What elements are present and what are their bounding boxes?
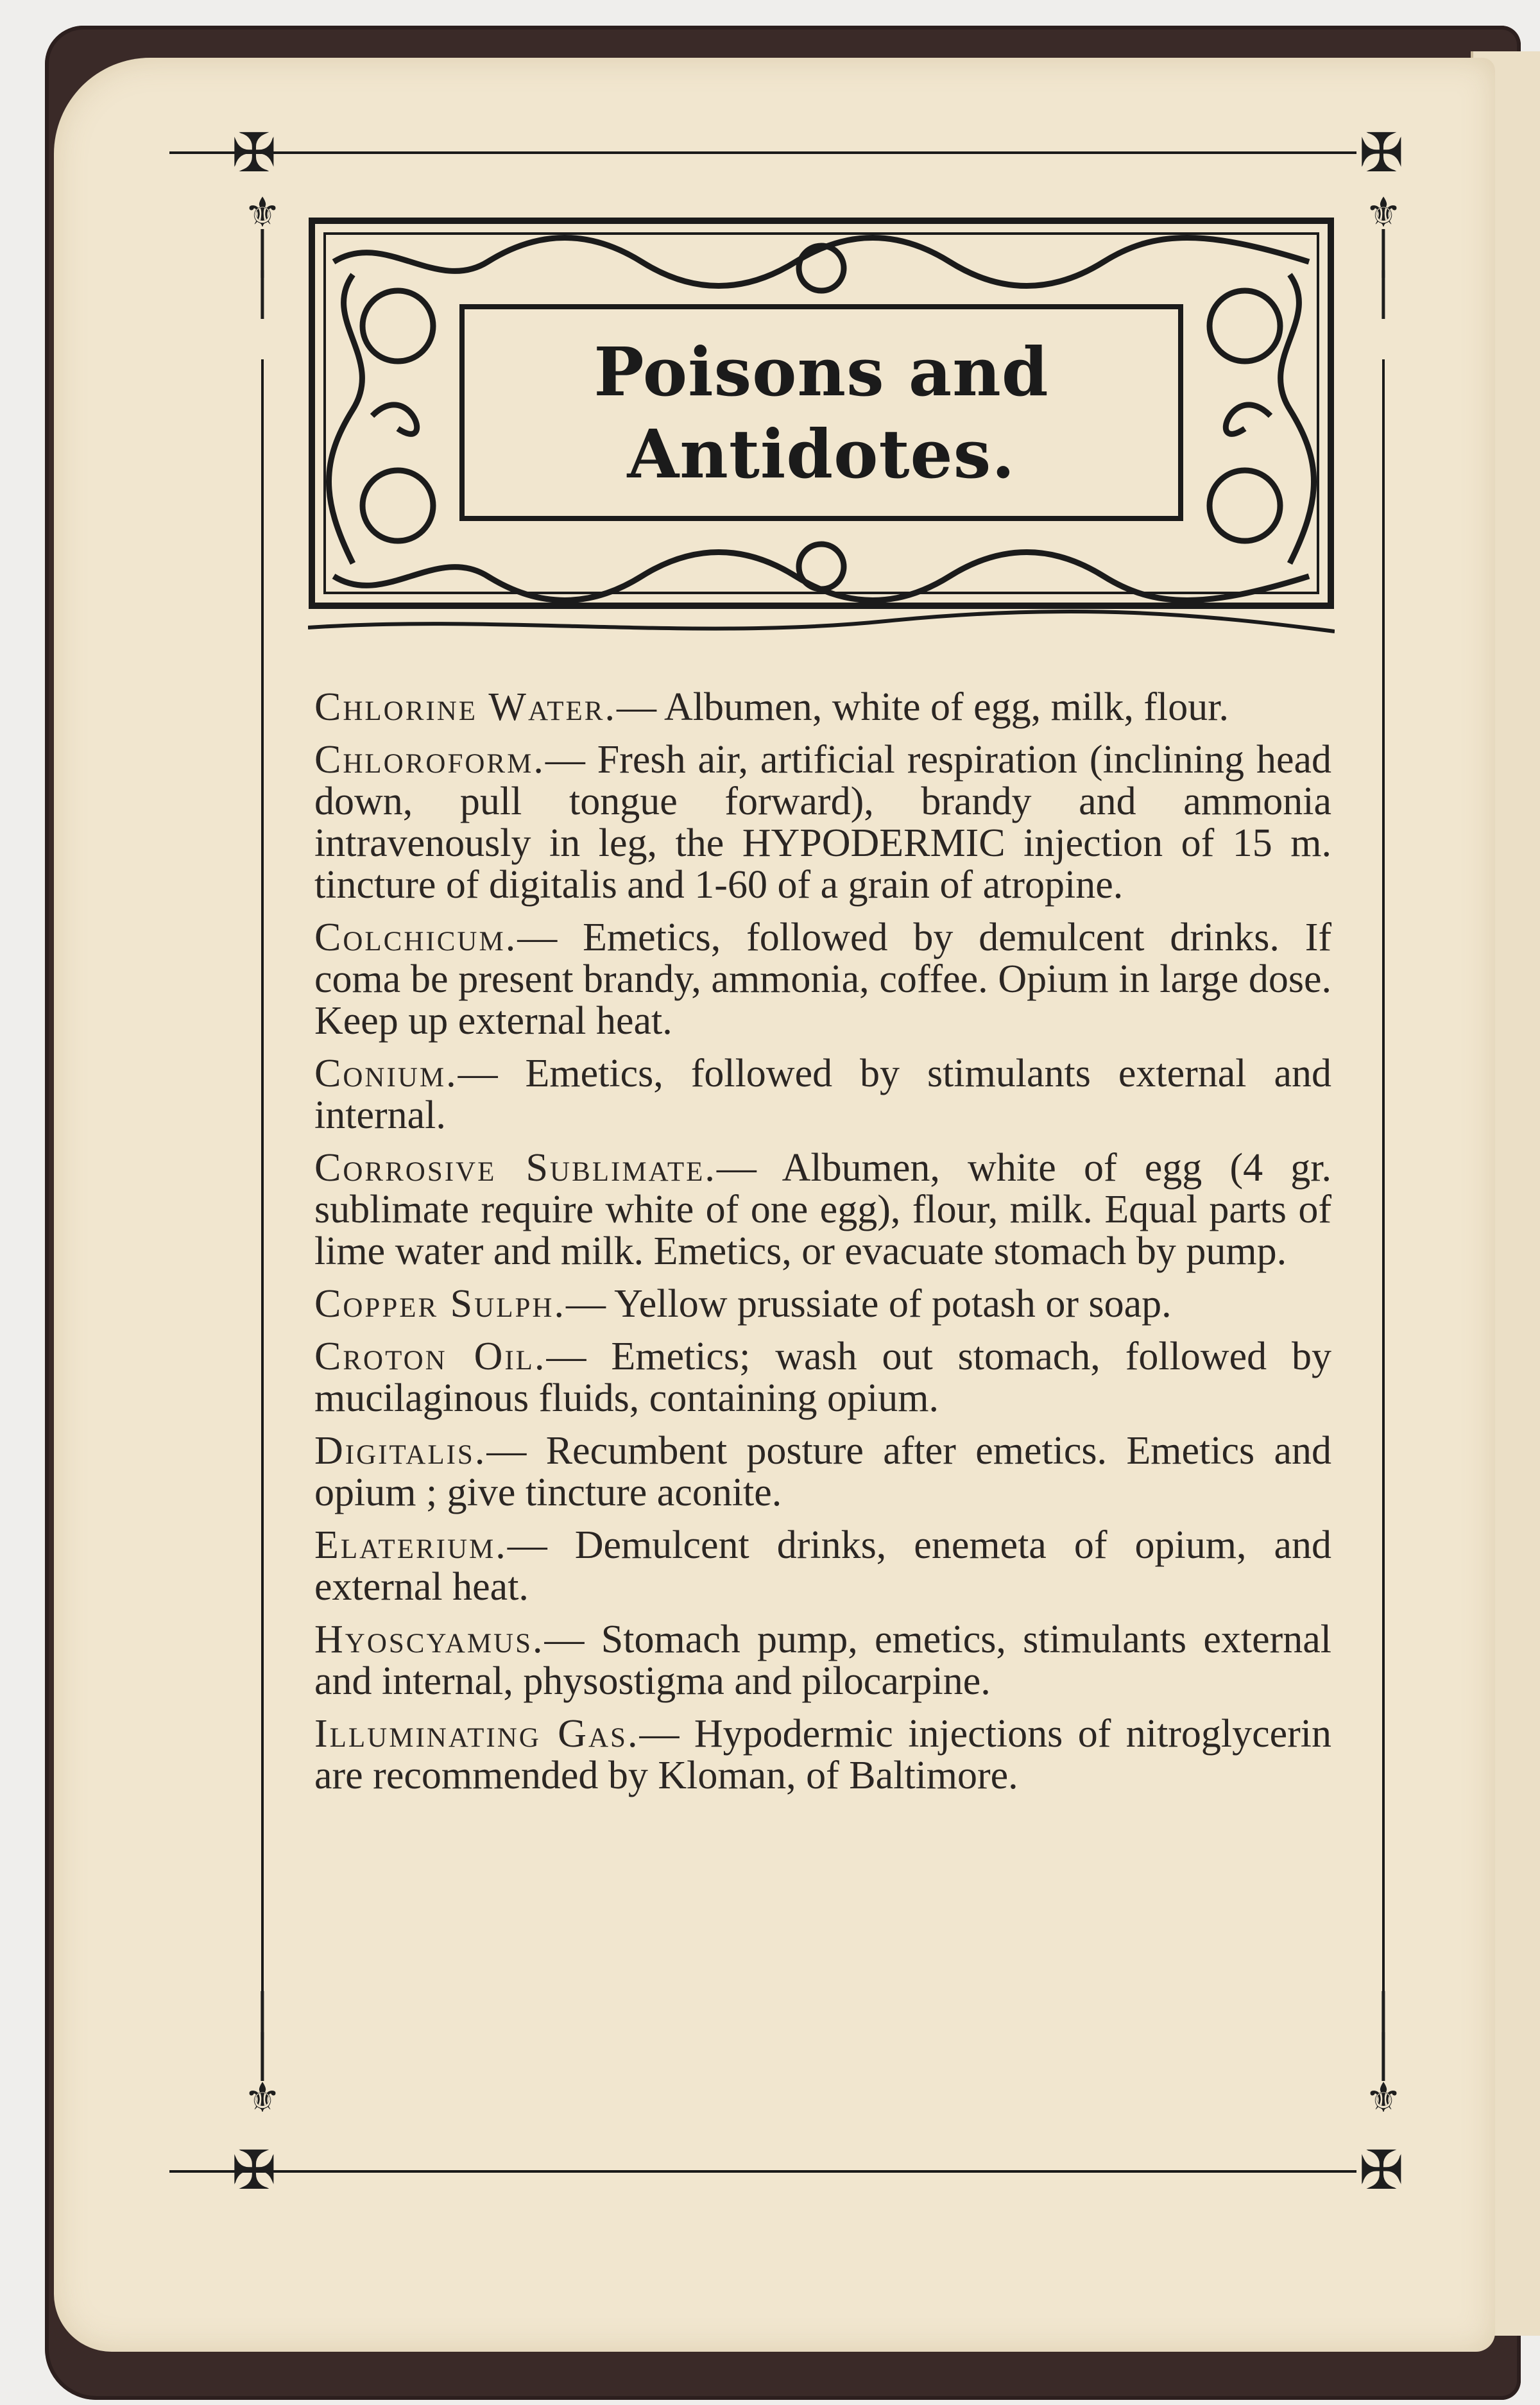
title-banner (308, 217, 1335, 644)
list-item: Colchicum.— Emetics, followed by demulcent drinks. If coma be present brandy, ammonia, coffee. Opium in large dose. Keep up external heat. (314, 916, 1331, 1043)
list-item: Chloroform.— Fresh air, artificial respiration (inclining head down, pull tongue forward), brandy and ammonia intravenously in leg, the HYPODERMIC injection of 15 m. tincture of digitalis and 1-60 of a grain of atropine. (314, 738, 1331, 907)
list-item: Chlorine Water.— Albumen, white of egg, milk, flour. (314, 685, 1229, 729)
corner-ornament-icon: ✠ (231, 121, 277, 184)
page-title (526, 331, 1116, 495)
entries-list (314, 687, 1331, 1808)
finial-icon: ⚜ │ │ (1365, 189, 1402, 319)
finial-icon: │ │ ⚜ (1365, 1992, 1402, 2122)
finial-icon: ⚜ │ │ (244, 189, 281, 319)
finial-icon: │ │ ⚜ (244, 1992, 281, 2122)
list-item: Corrosive Sublimate.— Albumen, white of egg (4 gr. sublimate require white of one egg), flour, milk. Equal parts of lime water and milk. Emetics, or evacuate stomach by pump. (314, 1146, 1332, 1273)
list-item: Conium.— Emetics, followed by stimulants external and internal. (314, 1052, 1331, 1137)
page-title-line-2: Antidotes. (627, 415, 1016, 493)
corner-ornament-icon: ✠ (231, 2139, 277, 2202)
list-item: Digitalis.— Recumbent posture after emetics. Emetics and opium ; give tincture aconite. (314, 1429, 1331, 1514)
corner-ornament-icon: ✠ (1358, 121, 1405, 184)
list-item: Croton Oil.— Emetics; wash out stomach, followed by mucilaginous fluids, containing opium. (314, 1335, 1331, 1420)
page-title-line-1: Poisons and (594, 332, 1049, 411)
corner-ornament-icon: ✠ (1358, 2139, 1405, 2202)
list-item: Hyoscyamus.— Stomach pump, emetics, stimulants external and internal, physostigma and pilocarpine. (314, 1618, 1331, 1703)
list-item: Copper Sulph.— Yellow prussiate of potash or soap. (314, 1282, 1172, 1326)
list-item: Illuminating Gas.— Hypodermic injections of nitroglycerin are recommended by Kloman, of Baltimore. (314, 1712, 1332, 1797)
book-page (54, 58, 1495, 2352)
frame-top-rule (169, 151, 1356, 154)
list-item: Elaterium.— Demulcent drinks, enemeta of opium, and external heat. (314, 1523, 1331, 1609)
frame-right-rule (1382, 359, 1385, 2002)
frame-left-rule (261, 359, 264, 2002)
frame-bottom-rule (169, 2170, 1356, 2173)
